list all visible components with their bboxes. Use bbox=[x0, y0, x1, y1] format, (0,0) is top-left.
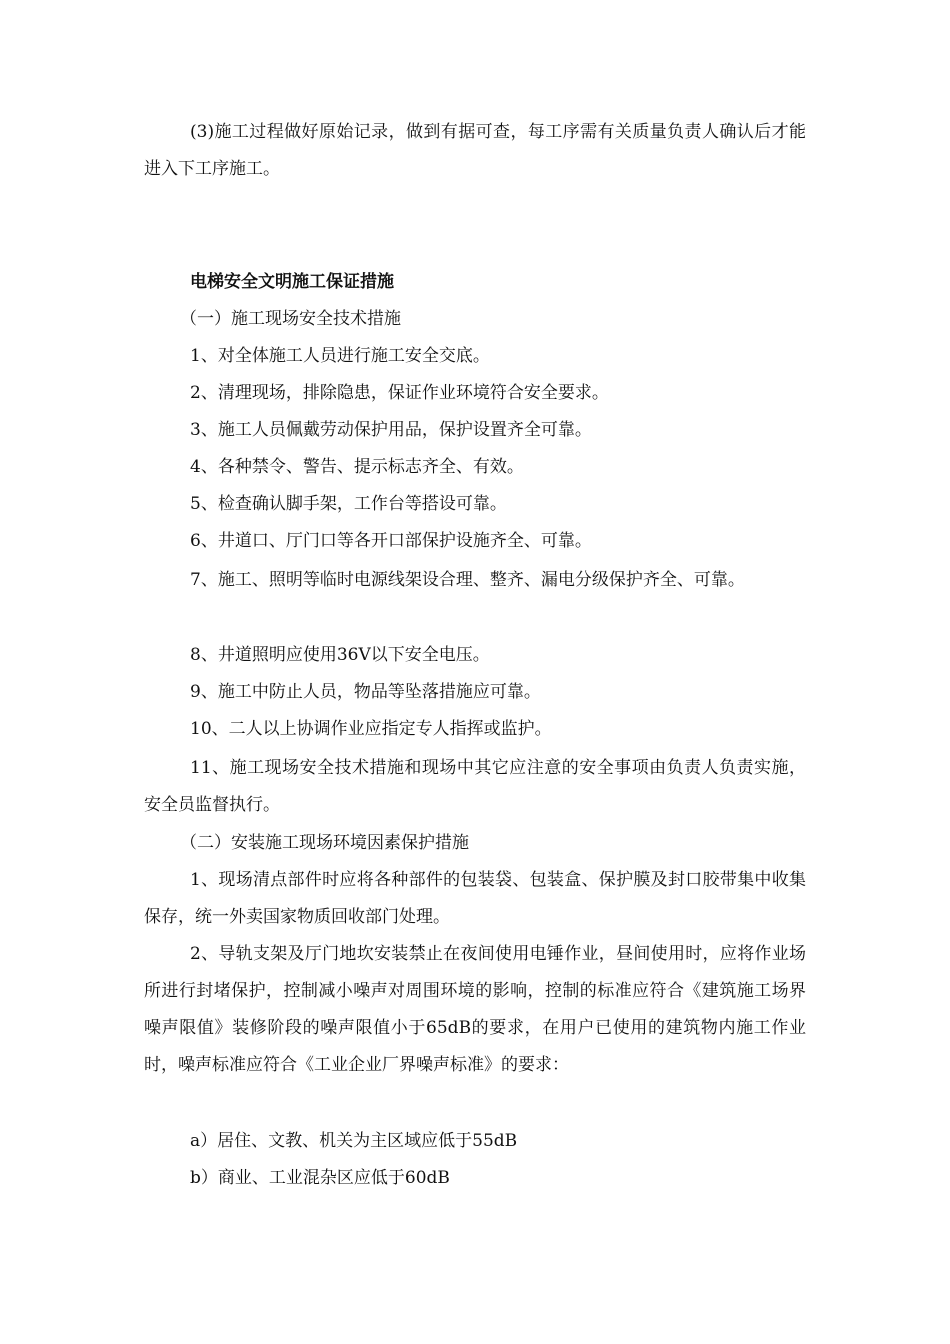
s1-item-2: 2、清理现场，排除隐患，保证作业环境符合安全要求。 bbox=[190, 383, 609, 403]
section1-title: （一）施工现场安全技术措施 bbox=[180, 309, 401, 329]
intro-paragraph: (3)施工过程做好原始记录，做到有据可查，每工序需有关质量负责人确认后才能进入下工序施工。 bbox=[144, 122, 806, 179]
s1-item-4: 4、各种禁令、警告、提示标志齐全、有效。 bbox=[190, 457, 524, 477]
s2-item-b: b）商业、工业混杂区应低于60dB bbox=[190, 1168, 450, 1188]
section-heading: 电梯安全文明施工保证措施 bbox=[190, 272, 394, 292]
s1-item-10: 10、二人以上协调作业应指定专人指挥或监护。 bbox=[190, 719, 552, 739]
s2-item-2: 2、导轨支架及厅门地坎安装禁止在夜间使用电锤作业，昼间使用时，应将作业场所进行封堵保护，控制减小噪声对周围环境的影响，控制的标准应符合《建筑施工场界噪声限值》装修阶段的噪声限值小于65dB的要求，在用户已使用的建筑物内施工作业时，噪声标准应符合《工业企业厂界噪声标准》的要求： bbox=[144, 944, 806, 1075]
s1-item-5: 5、检查确认脚手架，工作台等搭设可靠。 bbox=[190, 494, 507, 514]
s1-item-9: 9、施工中防止人员，物品等坠落措施应可靠。 bbox=[190, 682, 541, 702]
s2-item-a: a）居住、文教、机关为主区域应低于55dB bbox=[190, 1131, 518, 1151]
s1-item-8: 8、井道照明应使用36V以下安全电压。 bbox=[190, 645, 490, 665]
s1-item-3: 3、施工人员佩戴劳动保护用品，保护设置齐全可靠。 bbox=[190, 420, 592, 440]
s1-item-7: 7、施工、照明等临时电源线架设合理、整齐、漏电分级保护齐全、可靠。 bbox=[190, 570, 745, 590]
s1-item-11: 11、施工现场安全技术措施和现场中其它应注意的安全事项由负责人负责实施，安全员监督执行。 bbox=[144, 758, 806, 815]
s1-item-1: 1、对全体施工人员进行施工安全交底。 bbox=[190, 346, 490, 366]
section2-title: （二）安装施工现场环境因素保护措施 bbox=[180, 833, 469, 853]
s2-item-1: 1、现场清点部件时应将各种部件的包装袋、包装盒、保护膜及封口胶带集中收集保存，统一外卖国家物质回收部门处理。 bbox=[144, 870, 806, 927]
s1-item-6: 6、井道口、厅门口等各开口部保护设施齐全、可靠。 bbox=[190, 531, 592, 551]
